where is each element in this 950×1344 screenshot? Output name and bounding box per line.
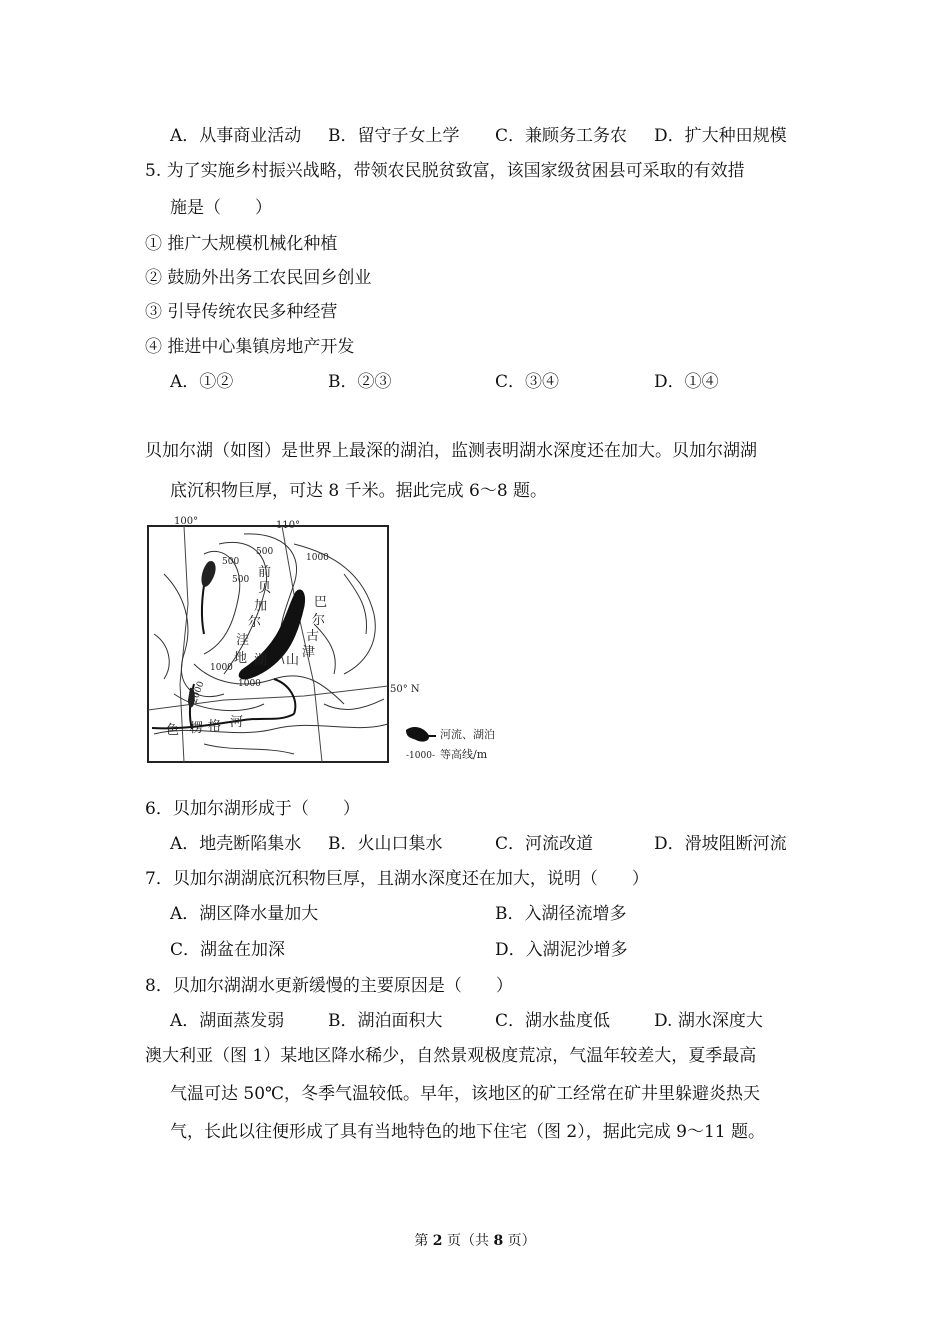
q7-option-b: B．入湖径流增多 [495,904,627,924]
parallel-50n [148,686,388,710]
contour-label-1000a: 1000 [306,553,329,563]
q4-option-a: A．从事商业活动 [170,126,302,146]
label-lat-50: 50° N [390,684,420,695]
footer-total-pages: 8 [493,1233,504,1249]
region-char-qian: 前 [258,565,272,580]
q6-option-b: B．火山口集水 [328,834,443,854]
legend-river-lake: 河流、湖泊 [440,728,495,741]
australia-intro-line1: 澳大利亚（图 1）某地区降水稀少，自然景观极度荒凉，气温年较差大，夏季最高 [145,1046,757,1066]
q5-option-b: B．②③ [328,372,392,392]
footer-suffix: 页） [507,1233,536,1249]
region-char-er: 尔 [248,615,262,630]
baikal-map [144,514,534,768]
q5-item-1: ① 推广大规模机械化种植 [145,234,338,254]
page-footer [0,1230,950,1250]
q7-option-a: A．湖区降水量加大 [170,904,319,924]
region-char-jin: 津 [302,645,316,660]
label-lon-100: 100° [174,516,199,527]
q5-item-3: ③ 引导传统农民多种经营 [145,302,338,322]
region-char-hu: 湖 [254,653,268,668]
q5-item-4: ④ 推进中心集镇房地产开发 [145,337,355,357]
q5-option-a: A．①② [170,372,234,392]
q7-option-d: D．入湖泥沙增多 [495,940,628,960]
baikal-intro-line2: 底沉积物巨厚，可达 8 千米。据此完成 6～8 题。 [170,481,548,501]
river-char-se: 色 [166,723,180,738]
legend-contour-sample: -1000- [406,751,435,761]
q6-stem: 6．贝加尔湖形成于（ ） [145,799,360,819]
river-char-leng: 楞 [190,721,204,736]
q5-item-2: ② 鼓励外出务工农民回乡创业 [145,268,372,288]
australia-intro-line3: 气，长此以往便形成了具有当地特色的地下住宅（图 2），据此完成 9～11 题。 [170,1122,765,1142]
region-char-wa: 洼 [236,633,250,648]
q8-option-c: C．湖水盐度低 [495,1011,611,1031]
q8-option-d: D. 湖水深度大 [654,1011,763,1031]
q8-option-b: B．湖泊面积大 [328,1011,443,1031]
q5-stem-line2: 施是（ ） [170,198,272,218]
region-char-jia: 加 [254,599,268,614]
label-lon-110: 110° [276,520,301,531]
contour-label-500b: 500 [222,557,240,567]
footer-middle: 页（共 [447,1233,489,1249]
river-char-he: 河 [230,715,244,730]
contour-label-1000b: 1000 [210,663,233,673]
q4-option-b: B．留守子女上学 [328,126,460,146]
q5-stem-line1: 5. 为了实施乡村振兴战略，带领农民脱贫致富，该国家级贫困县可采取的有效措 [145,161,745,181]
q5-option-c: C．③④ [495,372,560,392]
contour-label-500c: 500 [232,575,250,585]
region-char-er2: 尔 [312,613,326,628]
region-char-gu: 古 [306,629,320,644]
river-char-ge: 格 [208,719,222,734]
legend-contour: 等高线/m [440,748,488,761]
region-char-shan: 山 [286,653,300,668]
q8-stem: 8．贝加尔湖湖水更新缓慢的主要原因是（ ） [145,976,513,996]
legend-lake-symbol [406,727,429,742]
q5-option-d: D．①④ [654,372,719,392]
region-char-bei: 贝 [258,581,272,596]
footer-page-number: 2 [432,1233,443,1249]
australia-intro-line2: 气温可达 50℃，冬季气温较低。早年，该地区的矿工经常在矿井里躲避炎热天 [170,1084,761,1104]
q6-option-d: D．滑坡阻断河流 [654,834,787,854]
q8-option-a: A．湖面蒸发弱 [170,1011,285,1031]
contour-label-500a: 500 [256,547,274,557]
contour-label-2000: 2000 [189,680,207,706]
q7-stem: 7．贝加尔湖湖底沉积物巨厚，且湖水深度还在加大，说明（ ） [145,869,649,889]
q4-option-c: C．兼顾务工务农 [495,126,628,146]
footer-prefix: 第 [414,1233,429,1249]
region-char-di: 地 [234,651,248,666]
q6-option-c: C．河流改道 [495,834,594,854]
region-char-ba: 巴 [314,595,328,610]
contour-label-1000c: 1000 [238,679,261,689]
q7-option-c: C．湖盆在加深 [170,940,286,960]
q6-option-a: A．地壳断陷集水 [170,834,302,854]
lake-nw [201,561,215,587]
q4-option-d: D．扩大种田规模 [654,126,787,146]
baikal-intro-line1: 贝加尔湖（如图）是世界上最深的湖泊，监测表明湖水深度还在加大。贝加尔湖湖 [145,441,757,461]
